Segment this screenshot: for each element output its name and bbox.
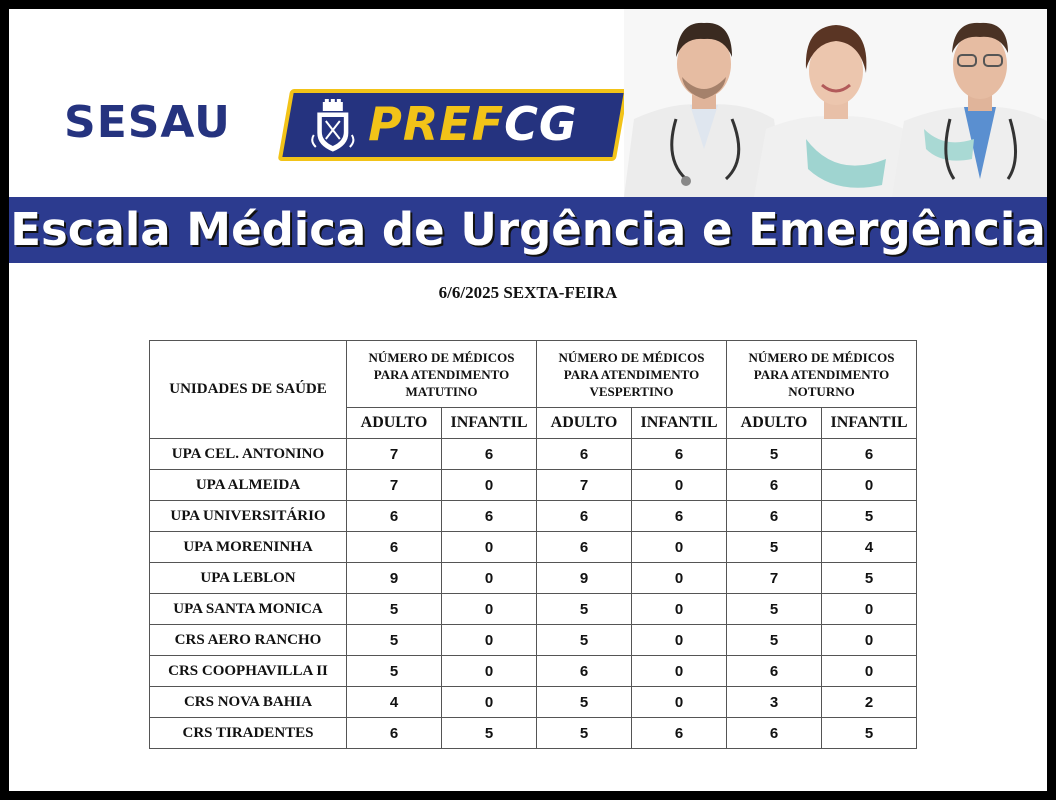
- doctor-count-cell: 4: [822, 532, 917, 563]
- table-row: [150, 470, 917, 501]
- doctor-count-cell: 6: [347, 501, 442, 532]
- doctor-count-cell: 0: [442, 594, 537, 625]
- doctor-count-cell: 6: [347, 532, 442, 563]
- doctor-count-cell: 5: [727, 625, 822, 656]
- doctor-count-cell: 9: [537, 563, 632, 594]
- doctor-count-cell: 6: [537, 532, 632, 563]
- doctor-count-cell: 5: [537, 687, 632, 718]
- doctor-count-cell: 0: [442, 470, 537, 501]
- doctor-count-cell: 5: [347, 656, 442, 687]
- doctor-count-cell: 0: [822, 656, 917, 687]
- unit-name: UPA LEBLON: [150, 563, 347, 594]
- doctor-count-cell: 9: [347, 563, 442, 594]
- doctor-count-cell: 5: [442, 718, 537, 749]
- table-row: [150, 594, 917, 625]
- banner-title: Escala Médica de Urgência e Emergência: [10, 203, 1046, 256]
- doctor-count-cell: 2: [822, 687, 917, 718]
- doctor-count-cell: 3: [727, 687, 822, 718]
- doctor-count-cell: 0: [632, 594, 727, 625]
- doctor-count-cell: 6: [537, 656, 632, 687]
- doctor-count-cell: 6: [727, 718, 822, 749]
- period-header-night: NÚMERO DE MÉDICOS PARA ATENDIMENTO NOTURNO: [727, 341, 917, 408]
- doctor-count-cell: 6: [727, 501, 822, 532]
- table-row: [150, 656, 917, 687]
- doctor-count-cell: 6: [442, 439, 537, 470]
- sesau-logo: SESAU: [64, 97, 231, 148]
- doctor-count-cell: 0: [632, 625, 727, 656]
- doctor-count-cell: 6: [632, 501, 727, 532]
- unit-name: UPA SANTA MONICA: [150, 594, 347, 625]
- doctor-count-cell: 5: [822, 563, 917, 594]
- unit-name: CRS NOVA BAHIA: [150, 687, 347, 718]
- doctor-count-cell: 5: [347, 594, 442, 625]
- doctor-count-cell: 0: [632, 470, 727, 501]
- doctor-count-cell: 7: [347, 439, 442, 470]
- doctor-count-cell: 0: [632, 532, 727, 563]
- doctor-count-cell: 5: [347, 625, 442, 656]
- doctor-count-cell: 5: [727, 594, 822, 625]
- unit-name: UPA MORENINHA: [150, 532, 347, 563]
- doctor-count-cell: 0: [632, 563, 727, 594]
- sub-header: INFANTIL: [442, 408, 537, 439]
- doctor-count-cell: 5: [822, 501, 917, 532]
- header: [9, 9, 1047, 197]
- doctor-count-cell: 0: [442, 687, 537, 718]
- doctor-count-cell: 0: [442, 656, 537, 687]
- doctor-count-cell: 0: [822, 594, 917, 625]
- unit-name: CRS TIRADENTES: [150, 718, 347, 749]
- city-crest-icon: [310, 99, 356, 153]
- doctor-count-cell: 6: [727, 470, 822, 501]
- period-header-morning: NÚMERO DE MÉDICOS PARA ATENDIMENTO MATUTINO: [347, 341, 537, 408]
- sub-header: ADULTO: [727, 408, 822, 439]
- doctor-count-cell: 7: [727, 563, 822, 594]
- unit-name: UPA CEL. ANTONINO: [150, 439, 347, 470]
- period-header-afternoon: NÚMERO DE MÉDICOS PARA ATENDIMENTO VESPERTINO: [537, 341, 727, 408]
- doctor-count-cell: 5: [727, 532, 822, 563]
- prefcg-logo: [278, 89, 629, 161]
- schedule-date: 6/6/2025 SEXTA-FEIRA: [438, 283, 618, 302]
- unit-name: UPA ALMEIDA: [150, 470, 347, 501]
- doctor-count-cell: 0: [632, 687, 727, 718]
- doctor-count-cell: 6: [822, 439, 917, 470]
- unit-name: CRS AERO RANCHO: [150, 625, 347, 656]
- doctor-count-cell: 5: [537, 625, 632, 656]
- table-row: [150, 687, 917, 718]
- unit-name: CRS COOPHAVILLA II: [150, 656, 347, 687]
- doctor-count-cell: 6: [632, 439, 727, 470]
- prefcg-wordmark: PREFCG: [368, 97, 578, 151]
- table-row: [150, 439, 917, 470]
- doctor-count-cell: 5: [822, 718, 917, 749]
- doctor-count-cell: 6: [537, 501, 632, 532]
- schedule-table: [149, 340, 917, 749]
- unit-column-header: UNIDADES DE SAÚDE: [150, 341, 347, 439]
- doctor-count-cell: 5: [727, 439, 822, 470]
- doctor-count-cell: 7: [347, 470, 442, 501]
- doctor-count-cell: 6: [537, 439, 632, 470]
- doctor-count-cell: 5: [537, 718, 632, 749]
- doctor-count-cell: 6: [727, 656, 822, 687]
- doctor-count-cell: 0: [442, 532, 537, 563]
- table-row: [150, 718, 917, 749]
- unit-name: UPA UNIVERSITÁRIO: [150, 501, 347, 532]
- table-row: [150, 563, 917, 594]
- doctor-count-cell: 0: [632, 656, 727, 687]
- doctor-count-cell: 5: [537, 594, 632, 625]
- doctor-count-cell: 6: [347, 718, 442, 749]
- title-banner: [9, 197, 1047, 263]
- schedule-rows: [150, 439, 917, 749]
- doctor-count-cell: 6: [442, 501, 537, 532]
- page: [9, 9, 1047, 791]
- table-row: [150, 532, 917, 563]
- doctor-count-cell: 0: [822, 625, 917, 656]
- sub-header: ADULTO: [347, 408, 442, 439]
- sub-header: INFANTIL: [822, 408, 917, 439]
- doctors-photo: [624, 9, 1047, 197]
- doctor-count-cell: 7: [537, 470, 632, 501]
- doctor-count-cell: 0: [442, 625, 537, 656]
- doctor-count-cell: 0: [822, 470, 917, 501]
- table-row: [150, 625, 917, 656]
- doctor-count-cell: 4: [347, 687, 442, 718]
- sub-header: ADULTO: [537, 408, 632, 439]
- table-row: [150, 501, 917, 532]
- doctor-count-cell: 0: [442, 563, 537, 594]
- doctor-count-cell: 6: [632, 718, 727, 749]
- sub-header: INFANTIL: [632, 408, 727, 439]
